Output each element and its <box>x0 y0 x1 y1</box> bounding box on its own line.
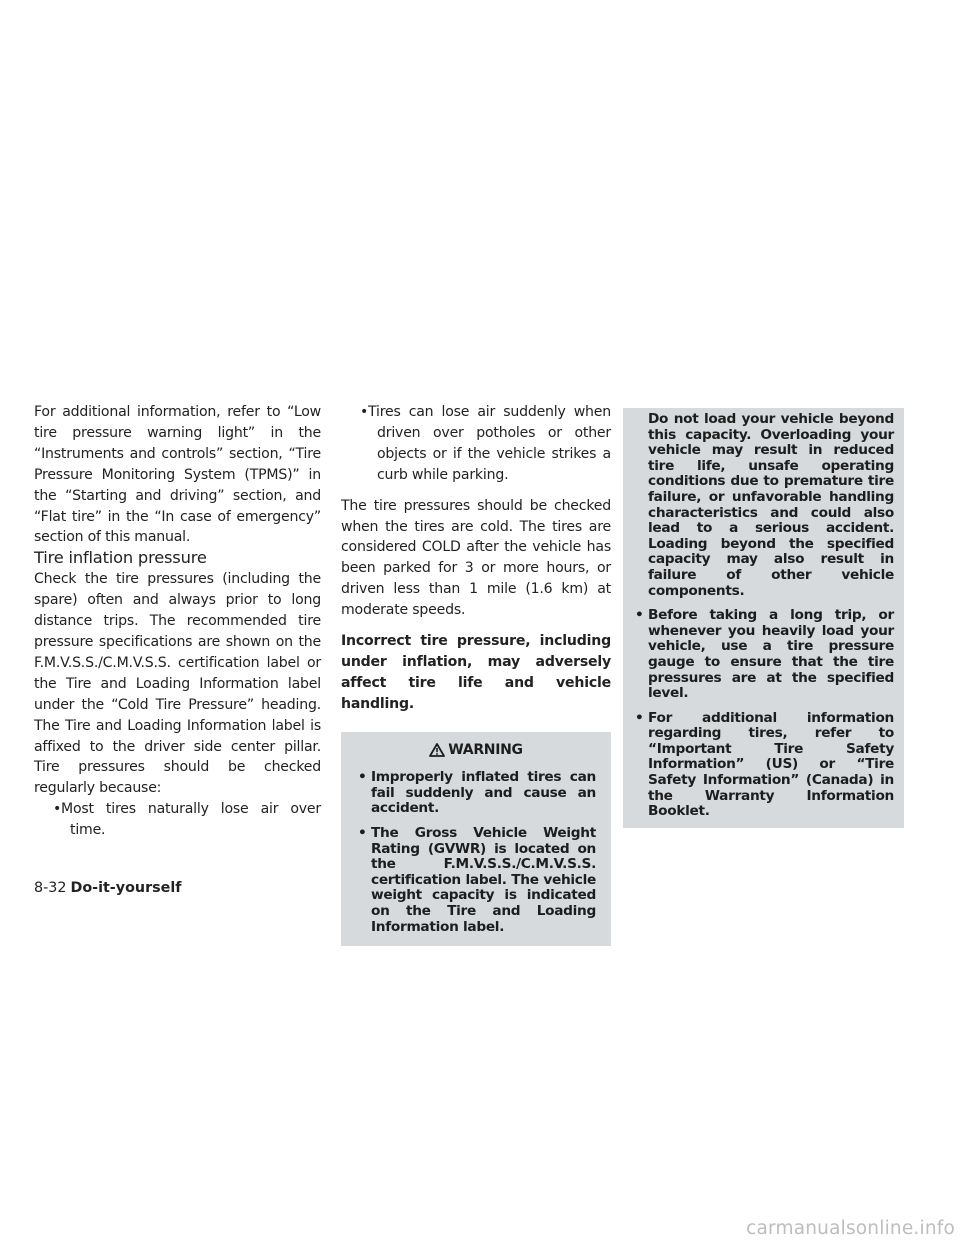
warning-item: • The Gross Vehicle Weight Rating (GVWR) is located on the F.M.V.S.S./C.M.V.S.S. certification label. The vehicle weight capacity is indicated on the Tire and Loading Information label. <box>356 826 596 935</box>
warning-box-continued <box>623 408 904 828</box>
page-number: 8-32 <box>34 880 67 896</box>
cold-tire-paragraph: The tire pressures should be checked when the tires are cold. The tires are considered COLD after the vehicle has been parked for 3 or more hours, or driven less than 1 mile (1.6 km) at moderate speeds. <box>341 497 611 619</box>
warning-item: • For additional information regarding tires, refer to “Important Tire Safety Information” (US) or “Tire Safety Information” (Canada) in the Warranty Information Booklet. <box>633 711 894 820</box>
bullet-item: • Most tires naturally lose air over time. <box>34 799 321 841</box>
column-left <box>34 402 321 841</box>
body-paragraph: Check the tire pressures (including the spare) often and always prior to long distance trips. The recommended tire pressure specifications are shown on the F.M.V.S.S./C.M.V.S.S. certification label or the Tire and Loading Information label under the “Cold Tire Pressure” heading. The Tire and Loading Information label is affixed to the driver side center pillar. Tire pressures should be checked regularly because: <box>34 571 321 797</box>
warning-triangle-icon <box>429 743 445 757</box>
bold-paragraph: Incorrect tire pressure, including under inflation, may adversely affect tire life and vehicle handling. <box>341 633 611 712</box>
warning-header <box>356 743 596 759</box>
warning-continuation: Do not load your vehicle beyond this capacity. Overloading your vehicle may result in reduced tire life, unsafe operating conditions due to premature tire failure, or unfavorable handling characteristics and could also lead to a serious accident. Loading beyond the specified capacity may also result in failure of other vehicle components. <box>648 411 894 599</box>
column-middle <box>341 402 611 946</box>
warning-item: • Before taking a long trip, or whenever you heavily load your vehicle, use a tire pressure gauge to ensure that the tire pressures are at the specified level. <box>633 608 894 702</box>
page-footer <box>34 880 181 896</box>
watermark: carmanualsonline.info <box>746 1218 955 1239</box>
section-name: Do-it-yourself <box>70 880 182 896</box>
section-heading: Tire inflation pressure <box>34 548 207 568</box>
warning-box <box>341 732 611 947</box>
bullet-item: • Tires can lose air suddenly when driven over potholes or other objects or if the vehicle strikes a curb while parking. <box>341 402 611 486</box>
warning-item: • Improperly inflated tires can fail suddenly and cause an accident. <box>356 770 596 817</box>
column-right <box>623 408 904 828</box>
intro-paragraph: For additional information, refer to “Low tire pressure warning light” in the “Instruments and controls” section, “Tire Pressure Monitoring System (TPMS)” in the “Starting and driving” section, and “Flat tire” in the “In case of emergency” section of this manual. <box>34 404 321 546</box>
warning-title: WARNING <box>448 741 523 758</box>
